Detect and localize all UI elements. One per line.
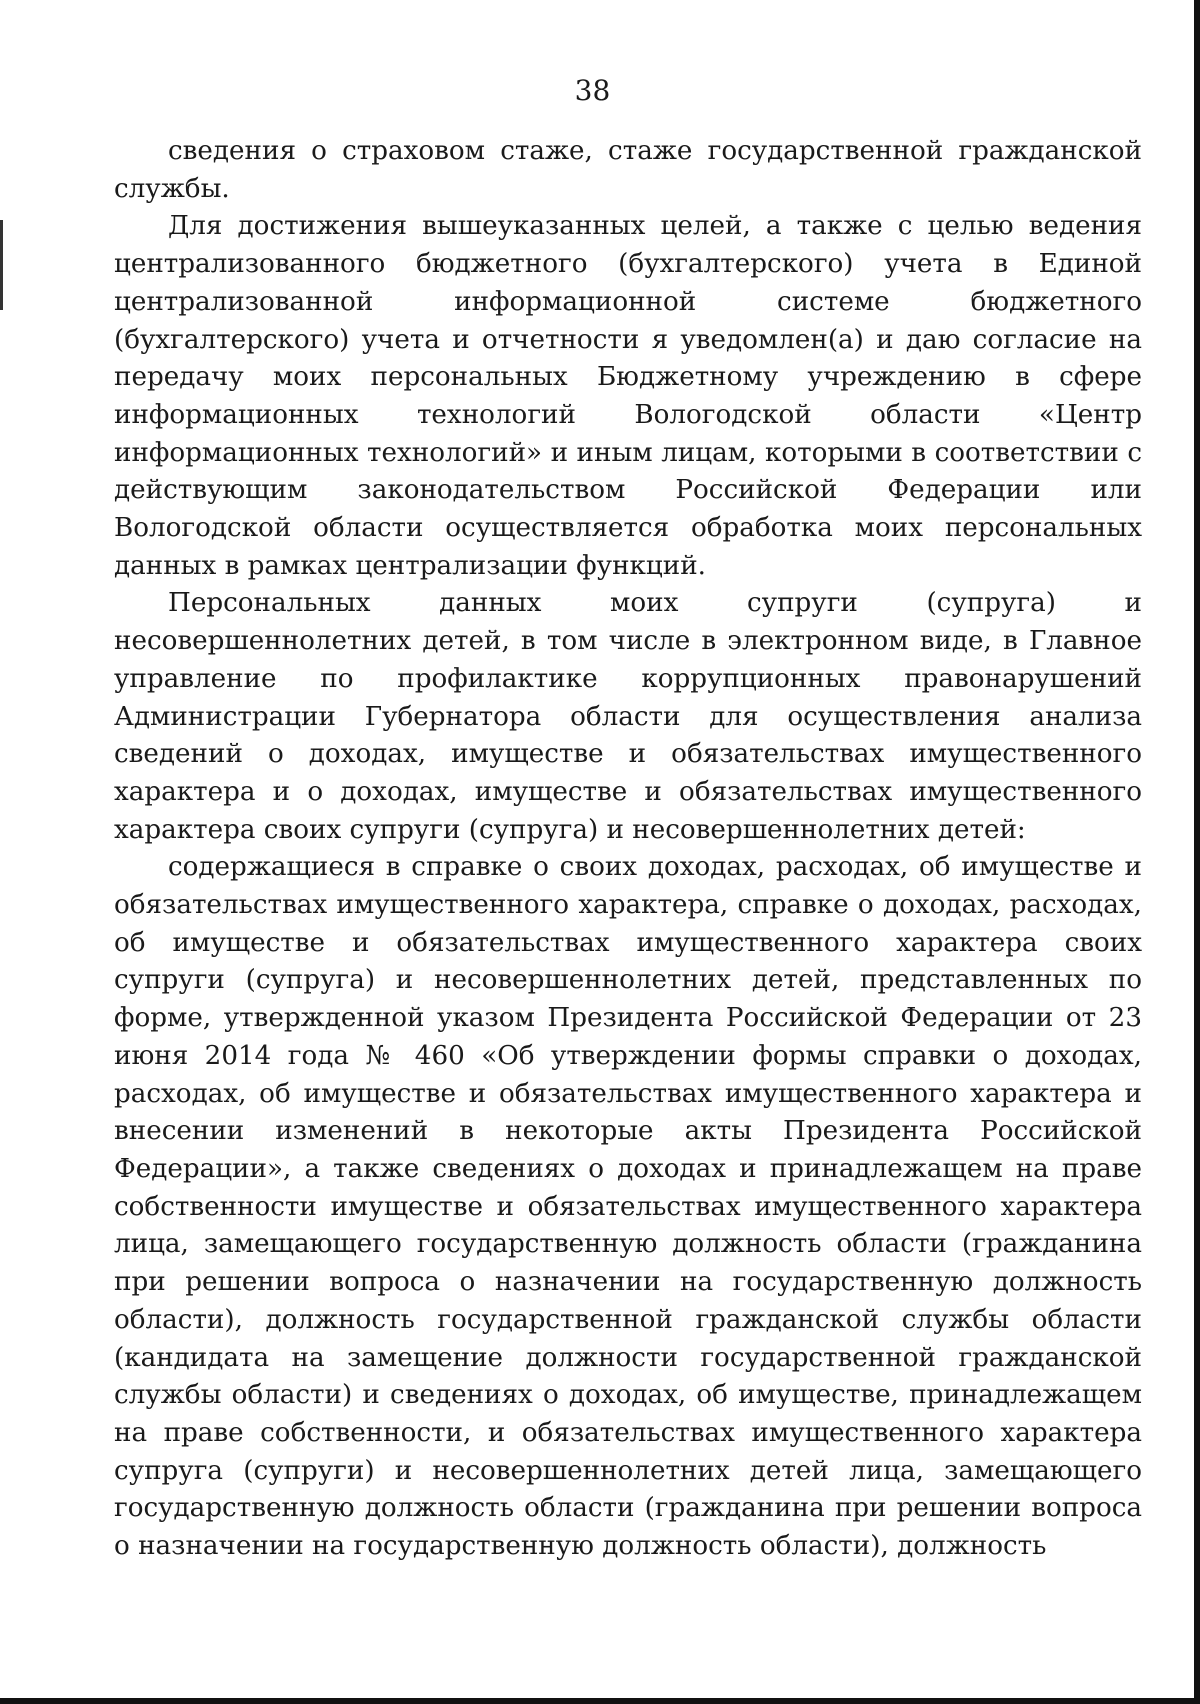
paragraph-1: сведения о страховом стаже, стаже государственной гражданской службы. — [114, 136, 1142, 204]
scan-border-bottom — [0, 1698, 1200, 1704]
page-number: 38 — [574, 74, 611, 107]
body-text — [114, 133, 1142, 1566]
paragraph-2: Для достижения вышеуказанных целей, а также с целью ведения централизованного бюджетного (бухгалтерского) учета в Единой централизованной информационной системе бюджетного (бухгалтерского) учета и отчетности я уведомлен(а) и даю согласие на передачу моих персональных Бюджетному учреждению в сфере информационных технологий Вологодской области «Центр информационных технологий» и иным лицам, которыми в соответствии с действующим законодательством Российской Федерации или Вологодской области осуществляется обработка моих персональных данных в рамках централизации функций. — [114, 211, 1142, 581]
paragraph-4: содержащиеся в справке о своих доходах, расходах, об имуществе и обязательствах имущественного характера, справке о доходах, расходах, об имуществе и обязательствах имущественного характера своих супруги (супруга) и несовершеннолетних детей, представленных по форме, утвержденной указом Президента Российской Федерации от 23 июня 2014 года № 460 «Об утверждении формы справки о доходах, расходах, об имуществе и обязательствах имущественного характера и внесении изменений в некоторые акты Президента Российской Федерации», а также сведениях о доходах и принадлежащем на праве собственности имуществе и обязательствах имущественного характера лица, замещающего государственную должность области (гражданина при решении вопроса о назначении на государственную должность области), должность государственной гражданской службы области (кандидата на замещение должности государственной гражданской службы области) и сведениях о доходах, об имуществе, принадлежащем на праве собственности, и обязательствах имущественного характера супруга (супруги) и несовершеннолетних детей лица, замещающего государственную должность области (гражданина при решении вопроса о назначении на государственную должность области), должность — [114, 852, 1142, 1562]
scan-border-right — [1194, 0, 1200, 1704]
scan-edge-mark — [0, 220, 3, 310]
paragraph-3: Персональных данных моих супруги (супруга) и несовершеннолетних детей, в том числе в электронном виде, в Главное управление по профилактике коррупционных правонарушений Администрации Губернатора области для осуществления анализа сведений о доходах, имуществе и обязательствах имущественного характера и о доходах, имуществе и обязательствах имущественного характера своих супруги (супруга) и несовершеннолетних детей: — [114, 588, 1142, 845]
